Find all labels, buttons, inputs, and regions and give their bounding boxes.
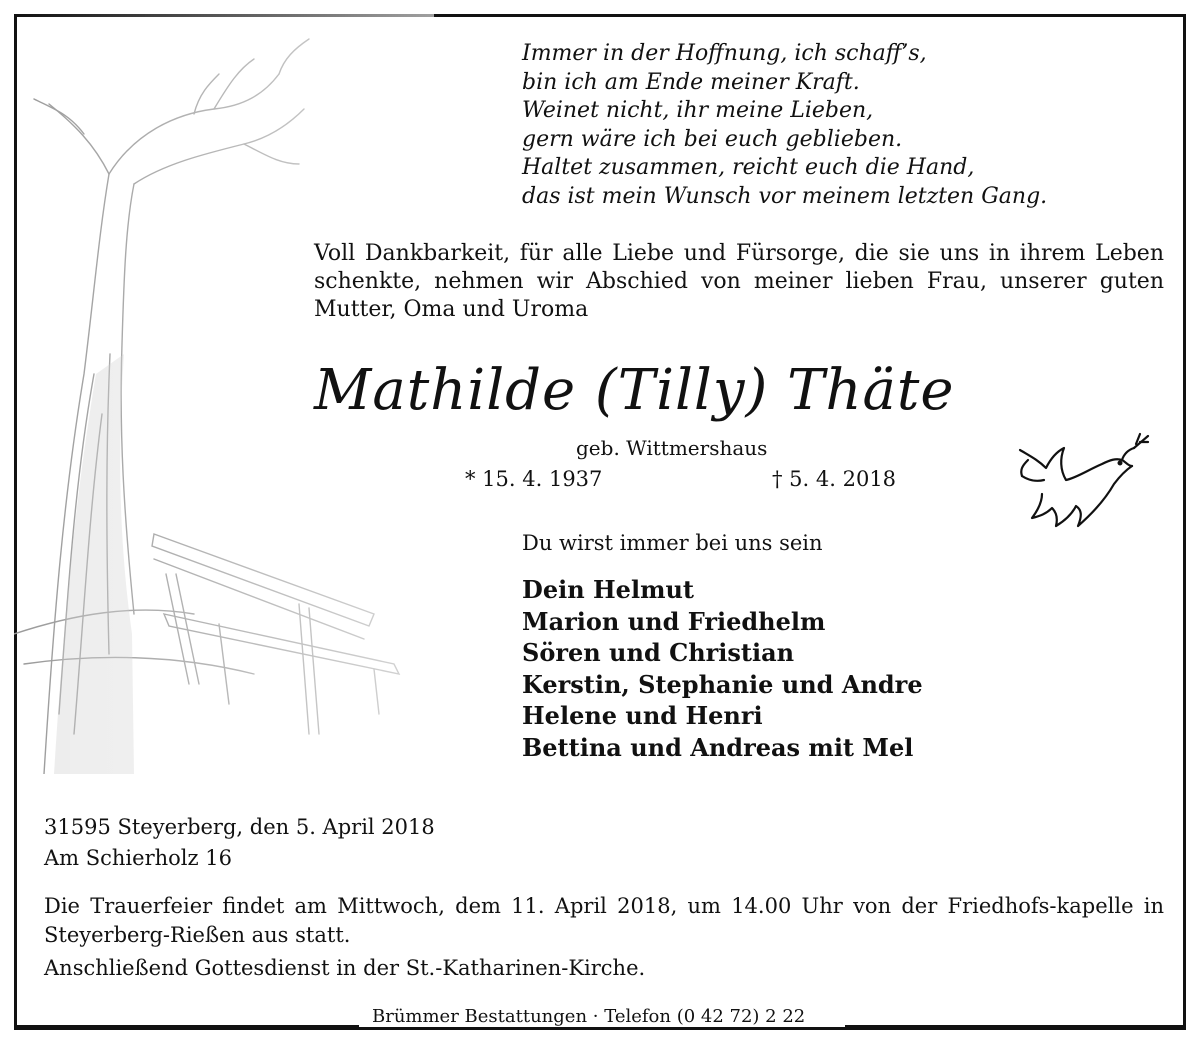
poem-line: Haltet zusammen, reicht euch die Hand,	[522, 155, 975, 180]
family-member: Dein Helmut	[522, 575, 694, 604]
address-block	[44, 812, 435, 874]
poem-line: Immer in der Hoffnung, ich schaff’s,	[522, 41, 927, 66]
footer-rule-right	[845, 1025, 1186, 1028]
poem-line: bin ich am Ende meiner Kraft.	[522, 69, 860, 95]
poem	[522, 40, 1047, 211]
farewell-line: Du wirst immer bei uns sein	[522, 531, 823, 555]
poem-line: gern wäre ich bei euch geblieben.	[522, 126, 903, 152]
family-member: Sören und Christian	[522, 638, 795, 667]
intro-text: Voll Dankbarkeit, für alle Liebe und Fürsorge, die sie uns in ihrem Leben schenkte, nehmen wir Abschied von meiner lieben Frau, unserer guten Mutter, Oma und Uroma	[314, 241, 1164, 322]
funeral-notice: Die Trauerfeier findet am Mittwoch, dem 11. April 2018, um 14.00 Uhr von der Friedhofs-kapelle in Steyerberg-Rießen aus statt.	[44, 894, 1164, 947]
death-date: † 5. 4. 2018	[772, 467, 897, 491]
place-date: 31595 Steyerberg, den 5. April 2018	[44, 815, 435, 839]
family-list	[522, 574, 923, 763]
poem-line: Weinet nicht, ihr meine Lieben,	[522, 98, 874, 123]
church-notice: Anschließend Gottesdienst in der St.-Katharinen-Kirche.	[44, 956, 646, 980]
family-member: Kerstin, Stephanie und Andre	[522, 669, 923, 699]
street-address: Am Schierholz 16	[44, 846, 232, 870]
family-member: Bettina und Andreas mit Mel	[522, 732, 914, 762]
deceased-name: Mathilde (Tilly) Thäte	[314, 358, 955, 423]
footer-rule-left	[14, 1025, 359, 1028]
birth-date: * 15. 4. 1937	[465, 467, 603, 491]
family-member: Helene und Henri	[522, 701, 763, 730]
poem-line: das ist mein Wunsch vor meinem letzten Gang.	[522, 183, 1048, 209]
undertaker-footer: Brümmer Bestattungen · Telefon (0 42 72) 2 22	[372, 1006, 806, 1027]
birth-name: geb. Wittmershaus	[576, 436, 768, 460]
dove-icon	[1016, 430, 1152, 534]
family-member: Marion und Friedhelm	[522, 606, 826, 636]
